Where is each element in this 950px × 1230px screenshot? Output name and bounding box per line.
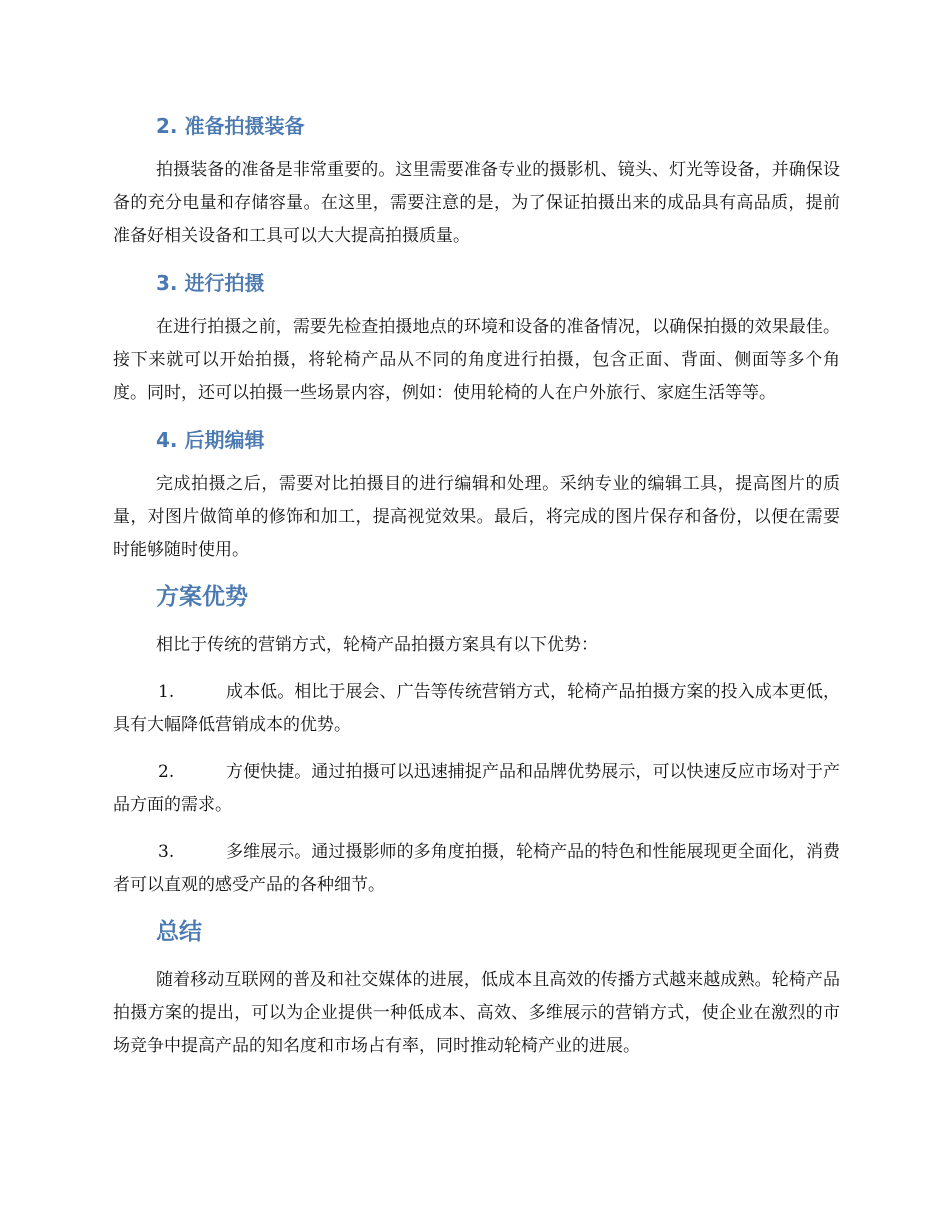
list-item-text: 多维展示。通过摄影师的多角度拍摄，轮椅产品的特色和性能展现更全面化，消费者可以直观的感受产品的各种细节。 xyxy=(113,842,840,895)
document-page xyxy=(113,108,840,1063)
list-item xyxy=(113,836,840,902)
section-paragraph-shooting: 在进行拍摄之前，需要先检查拍摄地点的环境和设备的准备情况，以确保拍摄的效果最佳。接下来就可以开始拍摄，将轮椅产品从不同的角度进行拍摄，包含正面、背面、侧面等多个角度。同时，还可以拍摄一些场景内容，例如：使用轮椅的人在户外旅行、家庭生活等等。 xyxy=(113,317,840,403)
list-item-number: 3. xyxy=(158,842,175,862)
list-item-text: 成本低。相比于展会、广告等传统营销方式，轮椅产品拍摄方案的投入成本更低，具有大幅降低营销成本的优势。 xyxy=(113,682,840,735)
section-paragraph-post-editing: 完成拍摄之后，需要对比拍摄目的进行编辑和处理。采纳专业的编辑工具，提高图片的质量，对图片做简单的修饰和加工，提高视觉效果。最后，将完成的图片保存和备份，以便在需要时能够随时使用。 xyxy=(113,474,840,560)
list-item-number: 1. xyxy=(158,682,175,702)
list-item-number: 2. xyxy=(158,762,175,782)
summary-paragraph: 随着移动互联网的普及和社交媒体的进展，低成本且高效的传播方式越来越成熟。轮椅产品拍摄方案的提出，可以为企业提供一种低成本、高效、多维展示的营销方式，使企业在激烈的市场竞争中提高产品的知名度和市场占有率，同时推动轮椅产业的进展。 xyxy=(113,970,840,1056)
section-paragraph-prepare-equipment: 拍摄装备的准备是非常重要的。这里需要准备专业的摄影机、镜头、灯光等设备，并确保设备的充分电量和存储容量。在这里，需要注意的是，为了保证拍摄出来的成品具有高品质，提前准备好相关设备和工具可以大大提高拍摄质量。 xyxy=(113,160,840,246)
list-item xyxy=(113,756,840,822)
summary-heading: 总结 xyxy=(156,919,202,945)
advantages-heading: 方案优势 xyxy=(156,584,248,610)
advantages-intro: 相比于传统的营销方式，轮椅产品拍摄方案具有以下优势： xyxy=(156,635,598,655)
section-heading-shooting: 3. 进行拍摄 xyxy=(156,271,265,295)
section-heading-prepare-equipment: 2. 准备拍摄装备 xyxy=(156,114,305,138)
list-item-text: 方便快捷。通过拍摄可以迅速捕捉产品和品牌优势展示，可以快速反应市场对于产品方面的需求。 xyxy=(113,762,840,815)
section-heading-post-editing: 4. 后期编辑 xyxy=(156,428,265,452)
list-item xyxy=(113,676,840,742)
